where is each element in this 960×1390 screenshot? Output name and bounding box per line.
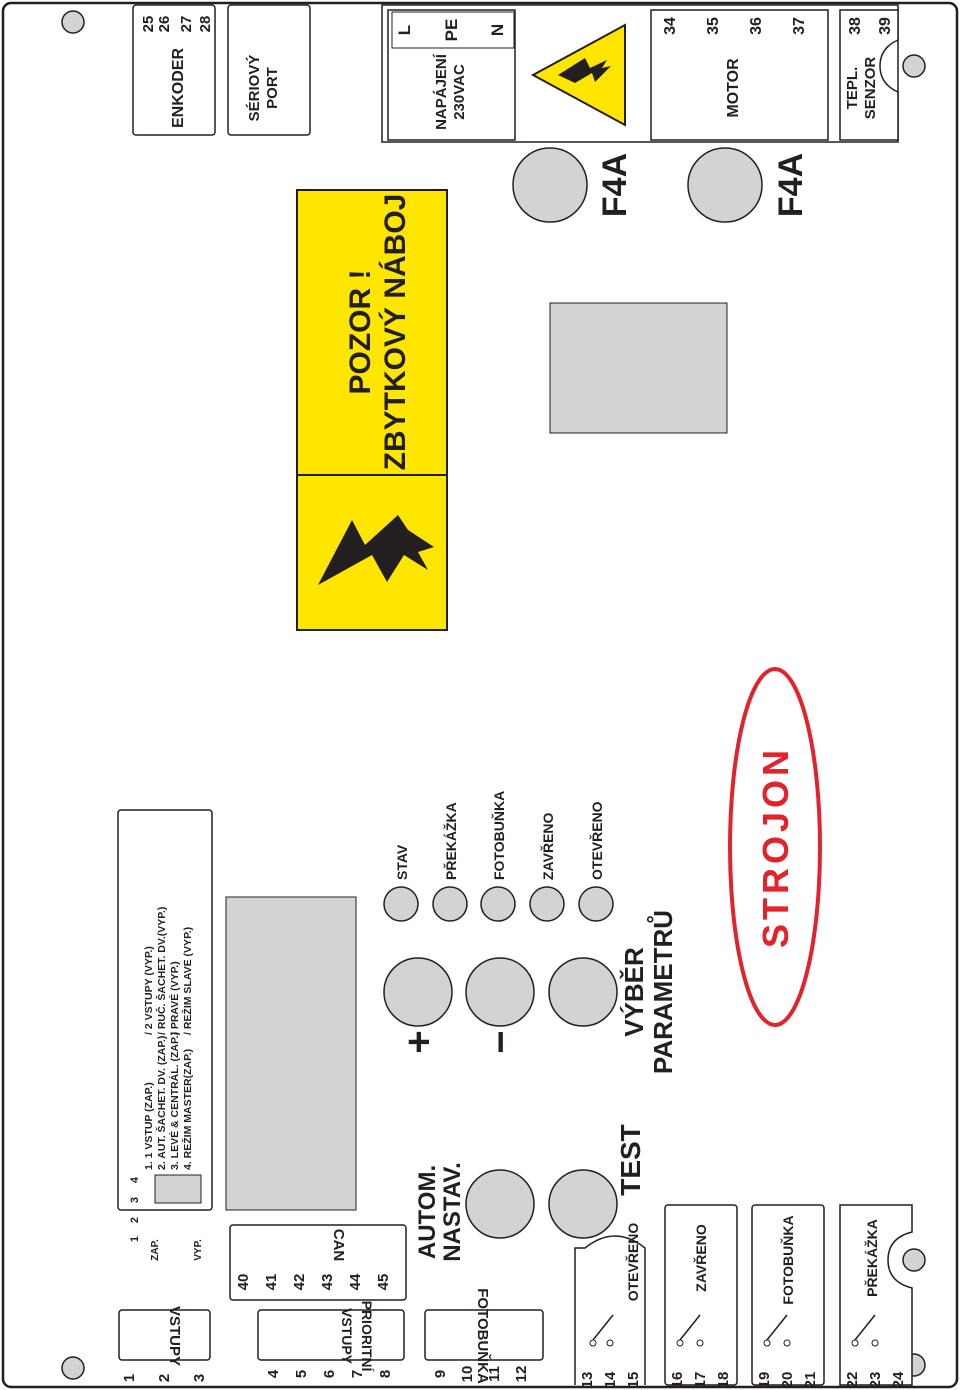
dip-option-3-off: / PRAVÉ (VYP.) bbox=[169, 961, 181, 1035]
pin-26: 26 bbox=[156, 15, 173, 33]
relay-otevreno bbox=[575, 1223, 645, 1389]
pin-15: 15 bbox=[625, 1371, 642, 1389]
pin-43: 43 bbox=[319, 1273, 336, 1291]
dip-option-2-off: / RUČ. ŠACHET. DV.(VYP.) bbox=[156, 906, 168, 1035]
pin-20: 20 bbox=[779, 1371, 796, 1389]
pin-8: 8 bbox=[377, 1369, 394, 1379]
pin-17: 17 bbox=[692, 1371, 709, 1389]
pin-6: 6 bbox=[321, 1369, 338, 1379]
pin-34: 34 bbox=[662, 17, 679, 35]
relay-fotobunka bbox=[752, 1205, 824, 1388]
pin-28: 28 bbox=[197, 15, 214, 33]
prioritni-label-line1: PRIORITNÍ bbox=[359, 1300, 375, 1372]
led-otevreno-label: OTEVŘENO bbox=[589, 801, 605, 880]
dip-zap-label: ZAP. bbox=[150, 1239, 161, 1261]
fuse-1-label: F4A bbox=[596, 152, 634, 218]
dip-switch[interactable] bbox=[155, 1175, 201, 1203]
relay-zavreno-label: ZAVŘENO bbox=[693, 1224, 709, 1292]
dip-option-4-off: / REŽIM SLAVE (VYP.) bbox=[182, 926, 194, 1035]
prioritni-label-line2: VSTUPY bbox=[339, 1307, 355, 1365]
pin-35: 35 bbox=[705, 17, 722, 35]
relay-zavreno bbox=[665, 1205, 737, 1388]
can-label: CAN bbox=[330, 1228, 347, 1262]
enkoder-label: ENKODER bbox=[170, 47, 187, 129]
napajeni-label-line2: 230VAC bbox=[451, 64, 468, 120]
motor-label: MOTOR bbox=[725, 58, 742, 118]
autom-label-line2: NASTAV. bbox=[439, 1162, 466, 1262]
napajeni-label-line1: NAPÁJENÍ bbox=[433, 54, 450, 130]
relay-prekazka-label: PŘEKÁŽKA bbox=[864, 1219, 880, 1297]
vstupy-label: VSTUPY bbox=[166, 1305, 183, 1367]
led-prekazka bbox=[433, 887, 467, 921]
led-zavreno bbox=[530, 887, 564, 921]
minus-button[interactable] bbox=[466, 958, 534, 1026]
pin-19: 19 bbox=[756, 1371, 773, 1389]
vstupy-block bbox=[119, 1310, 210, 1360]
mounting-hole-obstacle bbox=[903, 1249, 925, 1271]
plus-label: + bbox=[397, 1030, 441, 1054]
pin-41: 41 bbox=[263, 1273, 280, 1291]
relay-fotobunka-label: FOTOBUŇKA bbox=[780, 1215, 796, 1305]
serial-label-line2: PORT bbox=[264, 67, 281, 109]
vyber-parametru-button[interactable] bbox=[549, 958, 617, 1026]
relay-otevreno-label: OTEVŘENO bbox=[625, 1222, 641, 1302]
pin-24: 24 bbox=[890, 1371, 907, 1389]
pin-39: 39 bbox=[877, 17, 894, 35]
pin-7: 7 bbox=[349, 1369, 366, 1379]
pin-23: 23 bbox=[867, 1371, 884, 1389]
autom-label-line1: AUTOM. bbox=[414, 1164, 441, 1260]
warning-line2: ZBYTKOVÝ NÁBOJ bbox=[379, 193, 412, 471]
dip-option-3-on: 3. LEVÉ & CENTRÁL. (ZAP.) bbox=[169, 1031, 181, 1170]
pin-5: 5 bbox=[293, 1369, 310, 1379]
mounting-hole-top-right bbox=[903, 55, 925, 77]
led-fotobunka bbox=[481, 887, 515, 921]
pin-2: 2 bbox=[156, 1373, 173, 1383]
pin-14: 14 bbox=[602, 1371, 619, 1389]
plus-button[interactable] bbox=[384, 958, 452, 1026]
dip-option-2-on: 2. AUT. ŠACHET. DV. (ZAP.) bbox=[156, 1035, 168, 1170]
pin-11: 11 bbox=[486, 1366, 503, 1382]
fuse-1 bbox=[513, 148, 587, 222]
dip-option-1-on: 1. 1 VSTUP (ZAP.) bbox=[143, 1082, 155, 1170]
relay-component bbox=[550, 303, 727, 433]
pin-9: 9 bbox=[432, 1369, 449, 1379]
fotobunka-block-label: FOTOBUŇKA bbox=[474, 1288, 491, 1384]
temp-label-line2: SENZOR bbox=[862, 56, 879, 120]
pin-1: 1 bbox=[121, 1373, 138, 1383]
pin-25: 25 bbox=[140, 15, 157, 33]
pin-45: 45 bbox=[375, 1273, 392, 1291]
mounting-hole-top-left bbox=[62, 11, 84, 33]
dip-vyp-label: VYP. bbox=[193, 1239, 204, 1261]
fuse-2-label: F4A bbox=[772, 152, 810, 218]
pin-3: 3 bbox=[191, 1373, 208, 1383]
dip-num-3: 3 bbox=[129, 1196, 141, 1204]
pin-38: 38 bbox=[847, 17, 864, 35]
pin-4: 4 bbox=[265, 1369, 282, 1379]
test-label: TEST bbox=[615, 1124, 646, 1196]
led-otevreno bbox=[579, 887, 613, 921]
led-stav bbox=[384, 887, 418, 921]
led-fotobunka-label: FOTOBUŇKA bbox=[491, 790, 507, 880]
pin-44: 44 bbox=[347, 1273, 364, 1291]
pin-21: 21 bbox=[802, 1371, 819, 1389]
warning-line1: POZOR ! bbox=[344, 269, 377, 395]
vyber-label-line2: PARAMETRŮ bbox=[648, 909, 678, 1075]
pin-10: 10 bbox=[459, 1365, 476, 1383]
dip-num-4: 4 bbox=[129, 1176, 141, 1184]
led-stav-label: STAV bbox=[394, 844, 410, 880]
pin-16: 16 bbox=[669, 1371, 686, 1389]
pin-36: 36 bbox=[748, 17, 765, 35]
pin-13: 13 bbox=[579, 1371, 596, 1389]
fuse-2 bbox=[688, 148, 762, 222]
minus-label: − bbox=[479, 1030, 523, 1054]
serial-label-line1: SÉRIOVÝ bbox=[246, 54, 263, 122]
pin-N: N bbox=[488, 23, 507, 37]
pin-37: 37 bbox=[791, 17, 808, 35]
pin-40: 40 bbox=[235, 1273, 252, 1291]
pin-42: 42 bbox=[291, 1273, 308, 1291]
pin-27: 27 bbox=[178, 15, 195, 33]
pin-PE: PE bbox=[442, 18, 461, 42]
led-zavreno-label: ZAVŘENO bbox=[540, 812, 556, 880]
display bbox=[226, 897, 356, 1210]
mounting-hole-bottom-left bbox=[62, 1357, 84, 1379]
test-button[interactable] bbox=[549, 1170, 617, 1238]
brand-logo: STROJON bbox=[755, 745, 796, 949]
vyber-label-line1: VÝBĚR bbox=[619, 947, 649, 1037]
relay-prekazka bbox=[840, 1205, 912, 1388]
pin-22: 22 bbox=[844, 1371, 861, 1389]
prioritni-block bbox=[258, 1310, 404, 1360]
pin-18: 18 bbox=[715, 1371, 732, 1389]
autom-nastav-button[interactable] bbox=[466, 1170, 534, 1238]
dip-option-4-on: 4. REŽIM MASTER(ZAP.) bbox=[182, 1048, 194, 1170]
dip-num-2: 2 bbox=[129, 1216, 141, 1224]
dip-num-1: 1 bbox=[129, 1235, 141, 1243]
pin-12: 12 bbox=[513, 1365, 530, 1383]
led-prekazka-label: PŘEKÁŽKA bbox=[443, 802, 459, 880]
pin-L: L bbox=[395, 24, 414, 36]
dip-option-1-off: / 2 VSTUPY (VYP.) bbox=[143, 946, 155, 1035]
temp-label-line1: TEPL. bbox=[844, 66, 861, 110]
